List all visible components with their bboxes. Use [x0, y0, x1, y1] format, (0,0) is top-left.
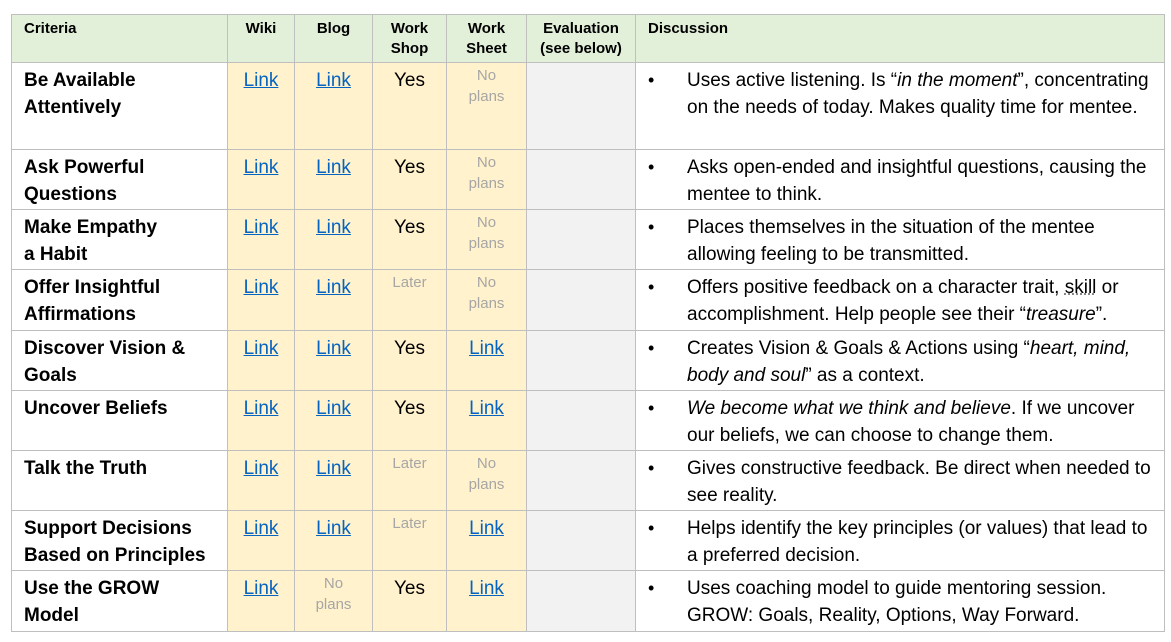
workshop-cell: Yes [373, 150, 447, 210]
criteria-line2: Goals [24, 365, 77, 386]
criteria-cell [12, 270, 228, 331]
discussion-cell [636, 331, 1165, 391]
worksheet-cell [447, 391, 527, 451]
discussion-text-end: ”. [1095, 304, 1108, 325]
criteria-line1: Use the GROW [24, 578, 160, 599]
no-text: No [476, 214, 497, 231]
discussion-text: Creates Vision & Goals & Actions using “ [687, 338, 1030, 359]
header-workshop-line1: Work [390, 20, 429, 37]
worksheet-cell [447, 571, 527, 632]
no-plans-text [447, 272, 526, 314]
later-text: Later [392, 515, 427, 532]
bullet: • [648, 458, 655, 478]
discussion-text: Uses active listening. Is “ [687, 70, 898, 91]
no-text: No [476, 274, 497, 291]
workshop-cell [373, 451, 447, 511]
blog-link[interactable]: Link [316, 157, 351, 178]
bullet: • [648, 398, 655, 418]
worksheet-link[interactable]: Link [469, 338, 504, 359]
table-row [12, 270, 1165, 331]
workshop-cell: Yes [373, 210, 447, 270]
header-discussion: Discussion [636, 15, 1165, 63]
discussion-italic: heart, mind, body and soul [687, 338, 1131, 386]
discussion-text-cont: or accomplishment. Help people see their “ [687, 277, 1119, 325]
no-plans-text [447, 65, 526, 107]
blog-cell [295, 270, 373, 331]
discussion-italic: in the moment [897, 70, 1018, 91]
discussion-text: Helps identify the key principles (or values) that lead to a preferred decision. [687, 518, 1148, 566]
plans-text: plans [468, 235, 505, 252]
no-plans-text [447, 152, 526, 194]
blog-cell [295, 63, 373, 150]
blog-cell [295, 511, 373, 571]
blog-cell [295, 331, 373, 391]
header-blog: Blog [295, 15, 373, 63]
no-plans-text [295, 573, 372, 615]
criteria-cell [12, 210, 228, 270]
header-evaluation [527, 15, 636, 63]
discussion-cell [636, 270, 1165, 331]
blog-cell [295, 391, 373, 451]
blog-cell [295, 210, 373, 270]
evaluation-cell[interactable] [527, 511, 636, 571]
worksheet-cell [447, 210, 527, 270]
discussion-text: Gives constructive feedback. Be direct when needed to see reality. [687, 458, 1151, 506]
discussion-cell [636, 210, 1165, 270]
criteria-cell: Talk the Truth [12, 451, 228, 511]
wiki-cell [228, 571, 295, 632]
no-text: No [476, 154, 497, 171]
evaluation-cell[interactable] [527, 63, 636, 150]
wiki-cell [228, 150, 295, 210]
header-row [12, 15, 1165, 63]
table-row [12, 210, 1165, 270]
header-evaluation-line1: Evaluation [543, 20, 619, 37]
wiki-link[interactable]: Link [243, 217, 279, 238]
discussion-cell [636, 63, 1165, 150]
bullet: • [648, 578, 655, 598]
later-text: Later [392, 274, 427, 291]
plans-text: plans [468, 476, 505, 493]
worksheet-cell [447, 511, 527, 571]
discussion-text-cont: ”, concentrating on the needs of today. Makes quality time for mentee. [687, 70, 1149, 118]
criteria-cell [12, 571, 228, 632]
wiki-cell [228, 63, 295, 150]
blog-cell [295, 150, 373, 210]
blog-cell [295, 571, 373, 632]
worksheet-cell [447, 63, 527, 150]
workshop-cell: Yes [373, 331, 447, 391]
plans-text: plans [468, 88, 505, 105]
discussion-cell [636, 391, 1165, 451]
wiki-cell [228, 451, 295, 511]
evaluation-cell[interactable] [527, 270, 636, 331]
discussion-text-cont: . If we uncover our beliefs, we can choose to change them. [687, 398, 1135, 446]
no-text: No [323, 575, 344, 592]
wiki-link[interactable]: Link [243, 70, 279, 91]
criteria-line1: Ask Powerful [24, 157, 145, 178]
no-text: No [476, 455, 497, 472]
evaluation-cell[interactable] [527, 391, 636, 451]
discussion-italic: We become what we think and believe [687, 398, 1011, 419]
blog-link[interactable]: Link [316, 338, 351, 359]
discussion-text-cont: ” as a context. [805, 365, 925, 386]
criteria-line2: Model [24, 605, 79, 626]
criteria-line2: Affirmations [24, 304, 136, 325]
wiki-link[interactable]: Link [243, 458, 279, 479]
plans-text: plans [468, 295, 505, 312]
wiki-link[interactable]: Link [243, 277, 279, 298]
bullet: • [648, 338, 655, 358]
table-row [12, 331, 1165, 391]
evaluation-cell[interactable] [527, 571, 636, 632]
criteria-line1: Be Available [24, 70, 136, 91]
worksheet-cell [447, 331, 527, 391]
bullet: • [648, 217, 655, 237]
wiki-link[interactable]: Link [243, 518, 279, 539]
criteria-line1: Discover Vision & [24, 338, 186, 359]
worksheet-link[interactable]: Link [469, 578, 504, 599]
worksheet-link[interactable]: Link [469, 398, 504, 419]
wiki-cell [228, 331, 295, 391]
plans-text: plans [315, 596, 352, 613]
blog-cell [295, 451, 373, 511]
discussion-cell [636, 150, 1165, 210]
bullet: • [648, 518, 655, 538]
header-criteria: Criteria [12, 15, 228, 63]
header-workshop-line2: Shop [390, 40, 429, 57]
criteria-line1: Offer Insightful [24, 277, 161, 298]
criteria-cell [12, 511, 228, 571]
header-evaluation-line2: (see below) [540, 40, 622, 57]
wiki-link[interactable]: Link [243, 338, 279, 359]
discussion-text: Places themselves in the situation of the mentee allowing feeling to be transmitted. [687, 217, 1095, 265]
header-workshop [373, 15, 447, 63]
later-text: Later [392, 455, 427, 472]
worksheet-link[interactable]: Link [469, 518, 504, 539]
criteria-line2: Questions [24, 184, 117, 205]
mentoring-criteria-table [11, 14, 1165, 632]
bullet: • [648, 70, 655, 90]
criteria-cell [12, 150, 228, 210]
blog-link[interactable]: Link [316, 70, 351, 91]
blog-link[interactable]: Link [316, 217, 351, 238]
worksheet-cell [447, 270, 527, 331]
wiki-link[interactable]: Link [243, 398, 279, 419]
no-plans-text [447, 453, 526, 495]
worksheet-cell [447, 150, 527, 210]
wiki-cell [228, 270, 295, 331]
wiki-cell [228, 391, 295, 451]
blog-link[interactable]: Link [316, 518, 351, 539]
criteria-line1: Support Decisions [24, 518, 192, 539]
criteria-table-wrapper [11, 14, 1165, 632]
criteria-line2: a Habit [24, 244, 88, 265]
bullet: • [648, 157, 655, 177]
table-row [12, 63, 1165, 150]
criteria-line1: Make Empathy [24, 217, 158, 238]
workshop-cell: Yes [373, 571, 447, 632]
blog-link[interactable]: Link [316, 458, 351, 479]
wiki-cell [228, 210, 295, 270]
header-worksheet-line2: Sheet [466, 40, 507, 57]
wiki-link[interactable]: Link [243, 157, 279, 178]
worksheet-cell [447, 451, 527, 511]
discussion-cell [636, 451, 1165, 511]
evaluation-cell[interactable] [527, 150, 636, 210]
no-plans-text [447, 212, 526, 254]
discussion-italic: treasure [1026, 304, 1096, 325]
discussion-text: Asks open-ended and insightful questions, causing the mentee to think. [687, 157, 1147, 205]
table-row [12, 571, 1165, 632]
criteria-cell [12, 331, 228, 391]
header-wiki: Wiki [228, 15, 295, 63]
wiki-link[interactable]: Link [243, 578, 279, 599]
bullet: • [648, 277, 655, 297]
discussion-text: Uses coaching model to guide mentoring session. [687, 578, 1107, 599]
discussion-cell [636, 571, 1165, 632]
table-row [12, 451, 1165, 511]
criteria-line2: Attentively [24, 97, 122, 118]
blog-link[interactable]: Link [316, 398, 351, 419]
plans-text: plans [468, 175, 505, 192]
workshop-cell: Yes [373, 63, 447, 150]
no-text: No [476, 67, 497, 84]
workshop-cell: Yes [373, 391, 447, 451]
discussion-text: Offers positive feedback on a character trait, [687, 277, 1065, 298]
discussion-cell [636, 511, 1165, 571]
table-row [12, 391, 1165, 451]
table-row [12, 150, 1165, 210]
criteria-cell [12, 63, 228, 150]
evaluation-cell[interactable] [527, 331, 636, 391]
criteria-line2: Based on Principles [24, 545, 206, 566]
header-worksheet [447, 15, 527, 63]
workshop-cell [373, 270, 447, 331]
criteria-cell: Uncover Beliefs [12, 391, 228, 451]
blog-link[interactable]: Link [316, 277, 351, 298]
workshop-cell [373, 511, 447, 571]
evaluation-cell[interactable] [527, 210, 636, 270]
evaluation-cell[interactable] [527, 451, 636, 511]
discussion-text-line2: GROW: Goals, Reality, Options, Way Forward. [687, 605, 1080, 626]
header-worksheet-line1: Work [467, 20, 506, 37]
discussion-squiggle: skill [1064, 277, 1097, 298]
table-row [12, 511, 1165, 571]
wiki-cell [228, 511, 295, 571]
